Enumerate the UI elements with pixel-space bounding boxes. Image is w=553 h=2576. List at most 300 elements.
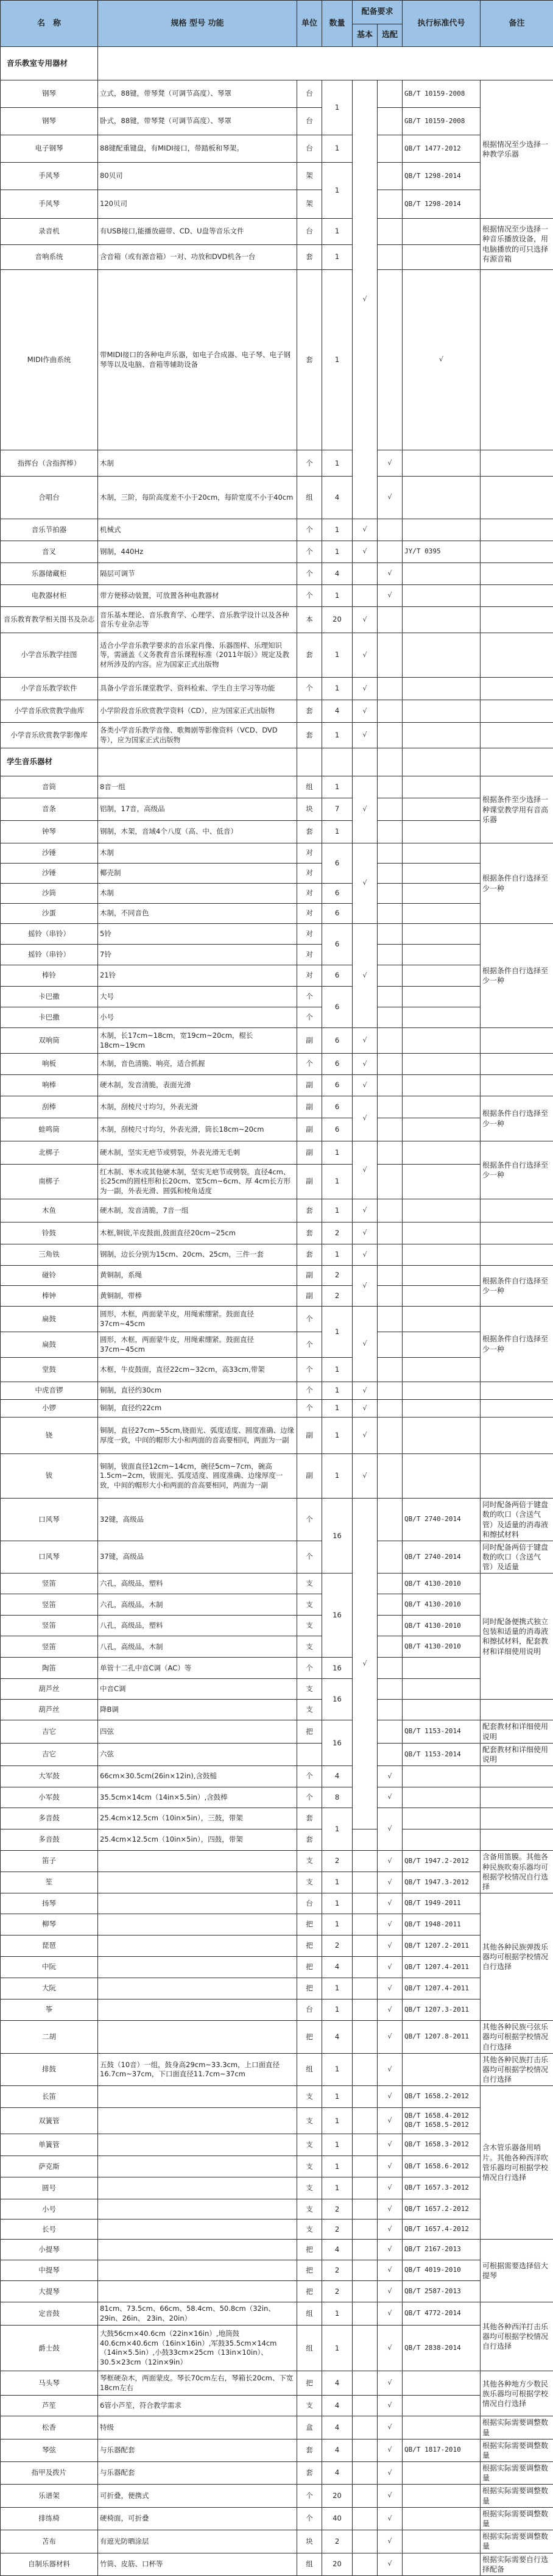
standard-code	[403, 563, 481, 585]
item-note	[481, 1054, 553, 1075]
standard-code	[403, 1165, 481, 1199]
basic-check	[353, 1957, 378, 1978]
item-name: 指挥台（含指挥棒）	[1, 450, 98, 477]
item-name: 沙蛋	[1, 904, 98, 924]
optional-check: √	[378, 2530, 403, 2553]
table-row	[1, 1096, 553, 1118]
item-unit: 支	[297, 2134, 322, 2156]
item-name: 排练椅	[1, 2507, 98, 2530]
item-unit: 支	[297, 1679, 322, 1700]
item-note	[481, 563, 553, 585]
item-note: 配套教材和详细使用说明	[481, 1720, 553, 1743]
optional-check	[378, 1244, 403, 1266]
item-name: 小提琴	[1, 2240, 98, 2260]
item-note: 根据实际需要调整数量	[481, 2507, 553, 2530]
standard-code	[403, 1266, 481, 1286]
item-unit: 台	[297, 80, 322, 108]
standard-code: QB/T 2167-2013	[403, 2240, 481, 2260]
table-row	[1, 1382, 553, 1400]
item-name: 小学音乐教学挂图	[1, 633, 98, 678]
item-unit: 组	[297, 477, 322, 519]
standard-code: QB/T 4772-2014	[403, 2302, 481, 2326]
item-qty: 1	[322, 2156, 353, 2177]
item-qty: 1	[322, 1808, 353, 1851]
table-row	[1, 884, 553, 904]
item-spec: 钢制，木架，音域4个八度（高、中、低音）	[98, 821, 297, 843]
standard-code: QB/T 1948-2011	[403, 1914, 481, 1936]
table-row	[1, 1165, 553, 1199]
item-note: 其他各种民族弓弦乐器均可根据学校情况自行选择	[481, 2021, 553, 2054]
item-name: 蛙鸣筒	[1, 1118, 98, 1141]
optional-check	[378, 1007, 403, 1028]
item-unit: 个	[297, 1382, 322, 1400]
item-unit: 支	[297, 2156, 322, 2177]
item-name: 吉它	[1, 1743, 98, 1765]
item-unit: 对	[297, 965, 322, 987]
section-fill	[322, 748, 353, 776]
optional-check	[378, 1266, 403, 1286]
table-row	[1, 633, 553, 678]
item-spec: 八孔，高级品，塑料	[98, 1616, 297, 1636]
item-qty: 1	[322, 633, 353, 678]
table-row	[1, 1658, 553, 1679]
item-note	[481, 1028, 553, 1054]
basic-check: √	[353, 633, 378, 678]
item-qty: 8	[322, 1787, 353, 1808]
item-qty: 4	[322, 1957, 353, 1978]
item-name: 竖笛	[1, 1636, 98, 1658]
table-row	[1, 1418, 553, 1454]
item-spec: 带方便移动装置，可放置各种电教器材	[98, 585, 297, 607]
item-qty: 40	[322, 2507, 353, 2530]
table-row	[1, 2553, 553, 2575]
item-name: 松香	[1, 2416, 98, 2439]
item-name: 排鼓	[1, 2053, 98, 2086]
item-name: 爵士鼓	[1, 2326, 98, 2371]
standard-code: QB/T 2587-2013	[403, 2281, 481, 2302]
item-qty: 4	[322, 2462, 353, 2485]
item-spec: 铝制，17音，高级品	[98, 798, 297, 821]
item-qty: 1	[322, 1914, 353, 1936]
item-qty: 6	[322, 1075, 353, 1096]
item-qty: 16	[322, 1658, 353, 1679]
optional-check	[378, 945, 403, 965]
standard-code	[403, 798, 481, 821]
optional-check: √	[378, 1914, 403, 1936]
optional-check	[378, 519, 403, 541]
basic-check: √	[353, 1382, 378, 1400]
standard-code	[403, 723, 481, 748]
optional-check	[403, 1808, 481, 1829]
basic-check: √	[353, 700, 378, 723]
item-unit: 支	[297, 2177, 322, 2199]
item-spec: 圆形，木框，两面蒙牛皮，用绳索绷紧。鼓面直径37cm~45cm	[98, 1332, 297, 1358]
item-qty: 1	[322, 1244, 353, 1266]
item-qty: 2	[322, 1851, 353, 1872]
item-unit: 个	[297, 2485, 322, 2507]
standard-code	[403, 1400, 481, 1418]
header-unit: 单位	[297, 1, 322, 47]
item-unit: 支	[297, 2199, 322, 2219]
standard-code	[403, 2507, 481, 2530]
item-qty: 6	[322, 1028, 353, 1054]
item-unit: 把	[297, 1978, 322, 1999]
item-unit: 个	[297, 563, 322, 585]
item-spec: 铜制，直径约22cm	[98, 1400, 297, 1418]
table-row	[1, 135, 553, 163]
item-name: 口风琴	[1, 1499, 98, 1541]
table-row	[1, 1936, 553, 1957]
item-qty: 6	[322, 1096, 353, 1118]
standard-code	[403, 945, 481, 965]
item-unit: 对	[297, 864, 322, 884]
table-row	[1, 108, 553, 135]
item-name: 琵琶	[1, 1936, 98, 1957]
item-spec: 隔层可调节	[98, 563, 297, 585]
table-row	[1, 1893, 553, 1914]
item-unit: 支	[297, 1574, 322, 1594]
optional-check: √	[378, 2416, 403, 2439]
item-qty: 6	[322, 884, 353, 904]
item-unit: 个	[297, 541, 322, 563]
item-qty: 1	[322, 1400, 353, 1418]
item-unit: 块	[297, 798, 322, 821]
optional-check	[378, 1541, 403, 1574]
standard-code	[403, 1679, 481, 1700]
item-note	[481, 1454, 553, 1499]
optional-check	[378, 776, 403, 798]
table-row	[1, 585, 553, 607]
item-qty: 6	[322, 924, 353, 965]
item-unit: 套	[297, 245, 322, 270]
item-name: 棒铃	[1, 965, 98, 987]
standard-code	[481, 1787, 553, 1808]
table-row	[1, 2439, 553, 2461]
item-qty: 20	[322, 607, 353, 633]
standard-code	[403, 585, 481, 607]
basic-check: √	[353, 678, 378, 700]
standard-code	[403, 821, 481, 843]
standard-code	[403, 633, 481, 678]
item-spec: 铜制，直径27cm~55cm,铙面光、弧度适度、圆度准确、边缘厚度一致，中间的帽形大小和两面的音高要相同，两面为一副	[98, 1418, 297, 1454]
item-name: 卡巴撒	[1, 987, 98, 1007]
table-row	[1, 2240, 553, 2260]
table-row	[1, 2507, 553, 2530]
item-name: 扁鼓	[1, 1332, 98, 1358]
basic-check: √	[378, 1787, 403, 1808]
basic-check: √	[353, 1054, 378, 1075]
item-spec: 含音箱（或有源音箱）一对、功放和DVD机各一台	[98, 245, 297, 270]
standard-code	[403, 1700, 481, 1720]
item-spec: 竹筒、皮筋、口杯等	[98, 2553, 297, 2575]
item-name: 音叉	[1, 541, 98, 563]
item-note: 含备用笛膜。其他各种民族吹奏乐器均可根据学校情况自行选择	[481, 1851, 553, 1893]
item-spec: 立式，88键，带琴凳（可调节高度）、琴罩	[98, 80, 297, 108]
basic-check	[353, 2326, 378, 2371]
item-unit: 把	[297, 1957, 322, 1978]
standard-code	[403, 2462, 481, 2485]
section-fill	[353, 748, 378, 776]
item-spec: 25.4cm×12.5cm（10in×5in），三鼓，带架	[98, 1808, 297, 1829]
item-qty: 4	[322, 700, 353, 723]
item-name: 葫芦丝	[1, 1679, 98, 1700]
item-name: 音筒	[1, 776, 98, 798]
optional-check: √	[378, 2156, 403, 2177]
item-name: 柳琴	[1, 1914, 98, 1936]
standard-code	[403, 1658, 481, 1679]
standard-code	[403, 1028, 481, 1054]
item-qty: 1	[322, 135, 353, 163]
item-unit: 支	[297, 1872, 322, 1893]
optional-check	[378, 1358, 403, 1382]
item-unit: 本	[297, 607, 322, 633]
item-spec: 有USB接口,能播放磁带、CD、U盘等音乐文件	[98, 219, 297, 245]
item-name: 钟琴	[1, 821, 98, 843]
table-row	[1, 2156, 553, 2177]
standard-code: QB/T 1657.3-2012	[403, 2177, 481, 2199]
standard-code: QB/T 1153-2014	[403, 1720, 481, 1743]
standard-code	[403, 2485, 481, 2507]
item-name: 小军鼓	[1, 1787, 98, 1808]
item-unit	[297, 1743, 322, 1765]
item-name: 铙	[1, 1418, 98, 1454]
item-qty: 16	[322, 1574, 353, 1658]
standard-code: QB/T 1298-2014	[403, 190, 481, 219]
item-unit: 支	[297, 1851, 322, 1872]
item-name: 摇铃（串铃）	[1, 924, 98, 945]
optional-check	[378, 1743, 403, 1765]
item-name: 刮棒	[1, 1096, 98, 1118]
table-row	[1, 924, 553, 945]
item-spec: 与乐器配套	[98, 2439, 297, 2461]
section-row	[1, 47, 553, 80]
item-name: 沙筒	[1, 884, 98, 904]
item-spec: 黄铜制，带棒	[98, 1286, 297, 1307]
item-spec: 大鼓56cm×40.6cm（22in×16in）,地筒鼓40.6cm×40.6cm（16in×16in）,军鼓35.5cm×14cm（14in×5.5in）,小鼓33cm×25cm（13in×10in）、30.5×23cm（12in×9in）	[98, 2326, 297, 2371]
standard-code: QB/T 1207.3-2011	[403, 1999, 481, 2021]
table-row	[1, 219, 553, 245]
item-unit: 块	[297, 2530, 322, 2553]
optional-check: √	[378, 2108, 403, 2134]
optional-check	[403, 477, 481, 519]
item-qty: 6	[322, 987, 353, 1028]
optional-check	[353, 1829, 378, 1851]
item-spec: 木框，牛皮鼓面，直径22cm~32cm，高33cm,带架	[98, 1358, 297, 1382]
standard-code: QB/T 1153-2014	[403, 1743, 481, 1765]
basic-check: √	[353, 924, 378, 1028]
table-row	[1, 987, 553, 1007]
optional-check: √	[378, 563, 403, 585]
item-qty: 4	[322, 2021, 353, 2054]
item-qty: 20	[322, 2485, 353, 2507]
item-note: 配套教材和详细使用说明	[481, 1743, 553, 1765]
item-name: 音乐节拍器	[1, 519, 98, 541]
standard-code	[403, 1096, 481, 1118]
item-name: 筝	[1, 1999, 98, 2021]
item-spec	[98, 2086, 297, 2108]
item-unit: 支	[297, 2219, 322, 2240]
basic-check	[353, 1893, 378, 1914]
item-unit: 支	[297, 1616, 322, 1636]
table-row	[1, 1118, 553, 1141]
standard-code	[403, 2416, 481, 2439]
item-spec: 具备小学音乐课堂教学、资料检索、学生自主学习等功能	[98, 678, 297, 700]
optional-check	[378, 80, 403, 108]
item-spec	[98, 1978, 297, 1999]
table-row	[1, 450, 553, 477]
basic-check	[353, 2439, 378, 2461]
standard-code	[403, 607, 481, 633]
optional-check: √	[378, 1957, 403, 1978]
item-qty: 1	[322, 1978, 353, 1999]
item-note: 根据情况至少选择一种音乐播放设备，用电脑播放的可只选择有源音箱	[481, 219, 553, 270]
item-note	[481, 1075, 553, 1096]
item-spec: 25.4cm×12.5cm（10in×5in），四鼓，带架	[98, 1829, 297, 1851]
optional-check: √	[378, 2485, 403, 2507]
standard-code	[403, 2396, 481, 2416]
optional-check	[378, 163, 403, 190]
standard-code: QB/T 1298-2014	[403, 163, 481, 190]
item-spec: 五鼓（10音）一组，鼓身高29cm~33.3cm，上口面直径16.7cm~37cm，下口面直径11.7cm~37cm	[98, 2053, 297, 2086]
item-qty: 1	[322, 2108, 353, 2134]
basic-check	[353, 2053, 378, 2086]
item-spec: 木制，长17cm~18cm，宽19cm~20cm，棍长18cm~19cm	[98, 1028, 297, 1054]
optional-check	[378, 1720, 403, 1743]
item-note: 根据实际需要调整数量	[481, 2416, 553, 2439]
optional-check: √	[378, 2021, 403, 2054]
section-row	[1, 748, 553, 776]
item-unit: 个	[297, 450, 322, 477]
table-row	[1, 2134, 553, 2156]
item-unit: 对	[297, 924, 322, 945]
item-qty: 4	[322, 2396, 353, 2416]
item-spec	[98, 1914, 297, 1936]
item-name: 小学音乐欣赏教学曲库	[1, 700, 98, 723]
table-row	[1, 1141, 553, 1165]
table-row	[1, 2462, 553, 2485]
basic-check: √	[353, 1075, 378, 1096]
standard-code	[481, 1766, 553, 1787]
optional-check	[378, 864, 403, 884]
item-qty: 1	[322, 2053, 353, 2086]
item-qty: 1	[322, 1454, 353, 1499]
item-name: MIDI作曲系统	[1, 270, 98, 450]
item-name: 小锣	[1, 1400, 98, 1418]
item-qty: 4	[322, 2371, 353, 2396]
item-spec: 8音一组	[98, 776, 297, 798]
header-basic: 基本	[353, 24, 378, 47]
basic-check: √	[353, 1499, 378, 1829]
item-note: 根据条件自行选择至少一种	[481, 1266, 553, 1307]
item-unit: 对	[297, 884, 322, 904]
optional-check	[378, 1658, 403, 1679]
optional-check	[378, 1616, 403, 1636]
optional-check	[378, 1141, 403, 1165]
item-qty: 1	[322, 270, 353, 450]
standard-code	[481, 477, 553, 519]
optional-check: √	[378, 1851, 403, 1872]
basic-check	[353, 585, 378, 607]
basic-check: √	[353, 541, 378, 563]
table-row	[1, 2108, 553, 2134]
optional-check: √	[378, 2439, 403, 2461]
optional-check: √	[378, 2553, 403, 2575]
standard-code: QB/T 1658.3-2012	[403, 2134, 481, 2156]
table-row	[1, 1307, 553, 1332]
item-name: 棒钟	[1, 1286, 98, 1307]
standard-code	[403, 2553, 481, 2575]
item-spec	[98, 1851, 297, 1872]
optional-check	[378, 135, 403, 163]
item-note	[481, 519, 553, 541]
item-qty: 4	[322, 1766, 353, 1787]
item-qty: 1	[322, 80, 353, 135]
item-unit: 个	[297, 1054, 322, 1075]
section-title: 音乐教室专用器材	[1, 47, 98, 80]
optional-check: √	[378, 2302, 403, 2326]
item-spec: 木制，三阶，每阶高度差不小于20cm，每阶宽度不小于40cm	[98, 477, 297, 519]
item-unit: 支	[297, 2396, 322, 2416]
table-row	[1, 2485, 553, 2507]
table-row	[1, 904, 553, 924]
item-note: 根据实际需要自行选择配备	[481, 2553, 553, 2575]
item-qty: 2	[322, 2281, 353, 2302]
item-qty: 2	[322, 1286, 353, 1307]
item-spec: 红木制、枣木或其他硬木制，坚实无疤节或劈裂。直径4cm、长25cm的圆柱形和长20cm、宽5cm~6cm、厚 4cm长方形为一副，外表光滑、圆弧和棱角适度	[98, 1165, 297, 1199]
item-unit: 对	[297, 945, 322, 965]
item-name: 双响筒	[1, 1028, 98, 1054]
basic-check: √	[378, 450, 403, 477]
item-spec	[98, 1936, 297, 1957]
item-spec: 带MIDI接口的各种电声乐器，如电子合成器、电子琴、电子钢琴等以及电脑、音箱等辅助设备	[98, 270, 297, 450]
item-name: 钹	[1, 1454, 98, 1499]
table-row	[1, 1199, 553, 1222]
optional-check	[378, 219, 403, 245]
standard-code	[403, 987, 481, 1007]
optional-check	[378, 884, 403, 904]
item-name: 响板	[1, 1054, 98, 1075]
table-row	[1, 678, 553, 700]
optional-check: √	[378, 2134, 403, 2156]
optional-check: √	[378, 1872, 403, 1893]
basic-check: √	[353, 1096, 378, 1141]
item-name: 芦笙	[1, 2396, 98, 2416]
optional-check	[378, 700, 403, 723]
item-qty: 1	[322, 585, 353, 607]
item-qty: 4	[322, 2416, 353, 2439]
table-row	[1, 1244, 553, 1266]
basic-check	[353, 1851, 378, 1872]
item-spec: 可折叠，便携式	[98, 2485, 297, 2507]
standard-code: JY/T 0395	[403, 541, 481, 563]
item-name: 长笛	[1, 2086, 98, 2108]
item-qty: 6	[322, 965, 353, 987]
item-spec: 黄铜制，系绳	[98, 1266, 297, 1286]
standard-code	[403, 700, 481, 723]
item-qty: 4	[322, 2240, 353, 2260]
item-name: 竖笛	[1, 1594, 98, 1616]
optional-check	[378, 1332, 403, 1358]
item-note	[481, 607, 553, 633]
item-unit: 架	[297, 163, 322, 190]
optional-check: √	[378, 1936, 403, 1957]
standard-code	[403, 1075, 481, 1096]
item-name: 马头琴	[1, 2371, 98, 2396]
standard-code	[403, 904, 481, 924]
item-unit: 个	[297, 1400, 322, 1418]
item-name: 二胡	[1, 2021, 98, 2054]
item-spec	[98, 2134, 297, 2156]
